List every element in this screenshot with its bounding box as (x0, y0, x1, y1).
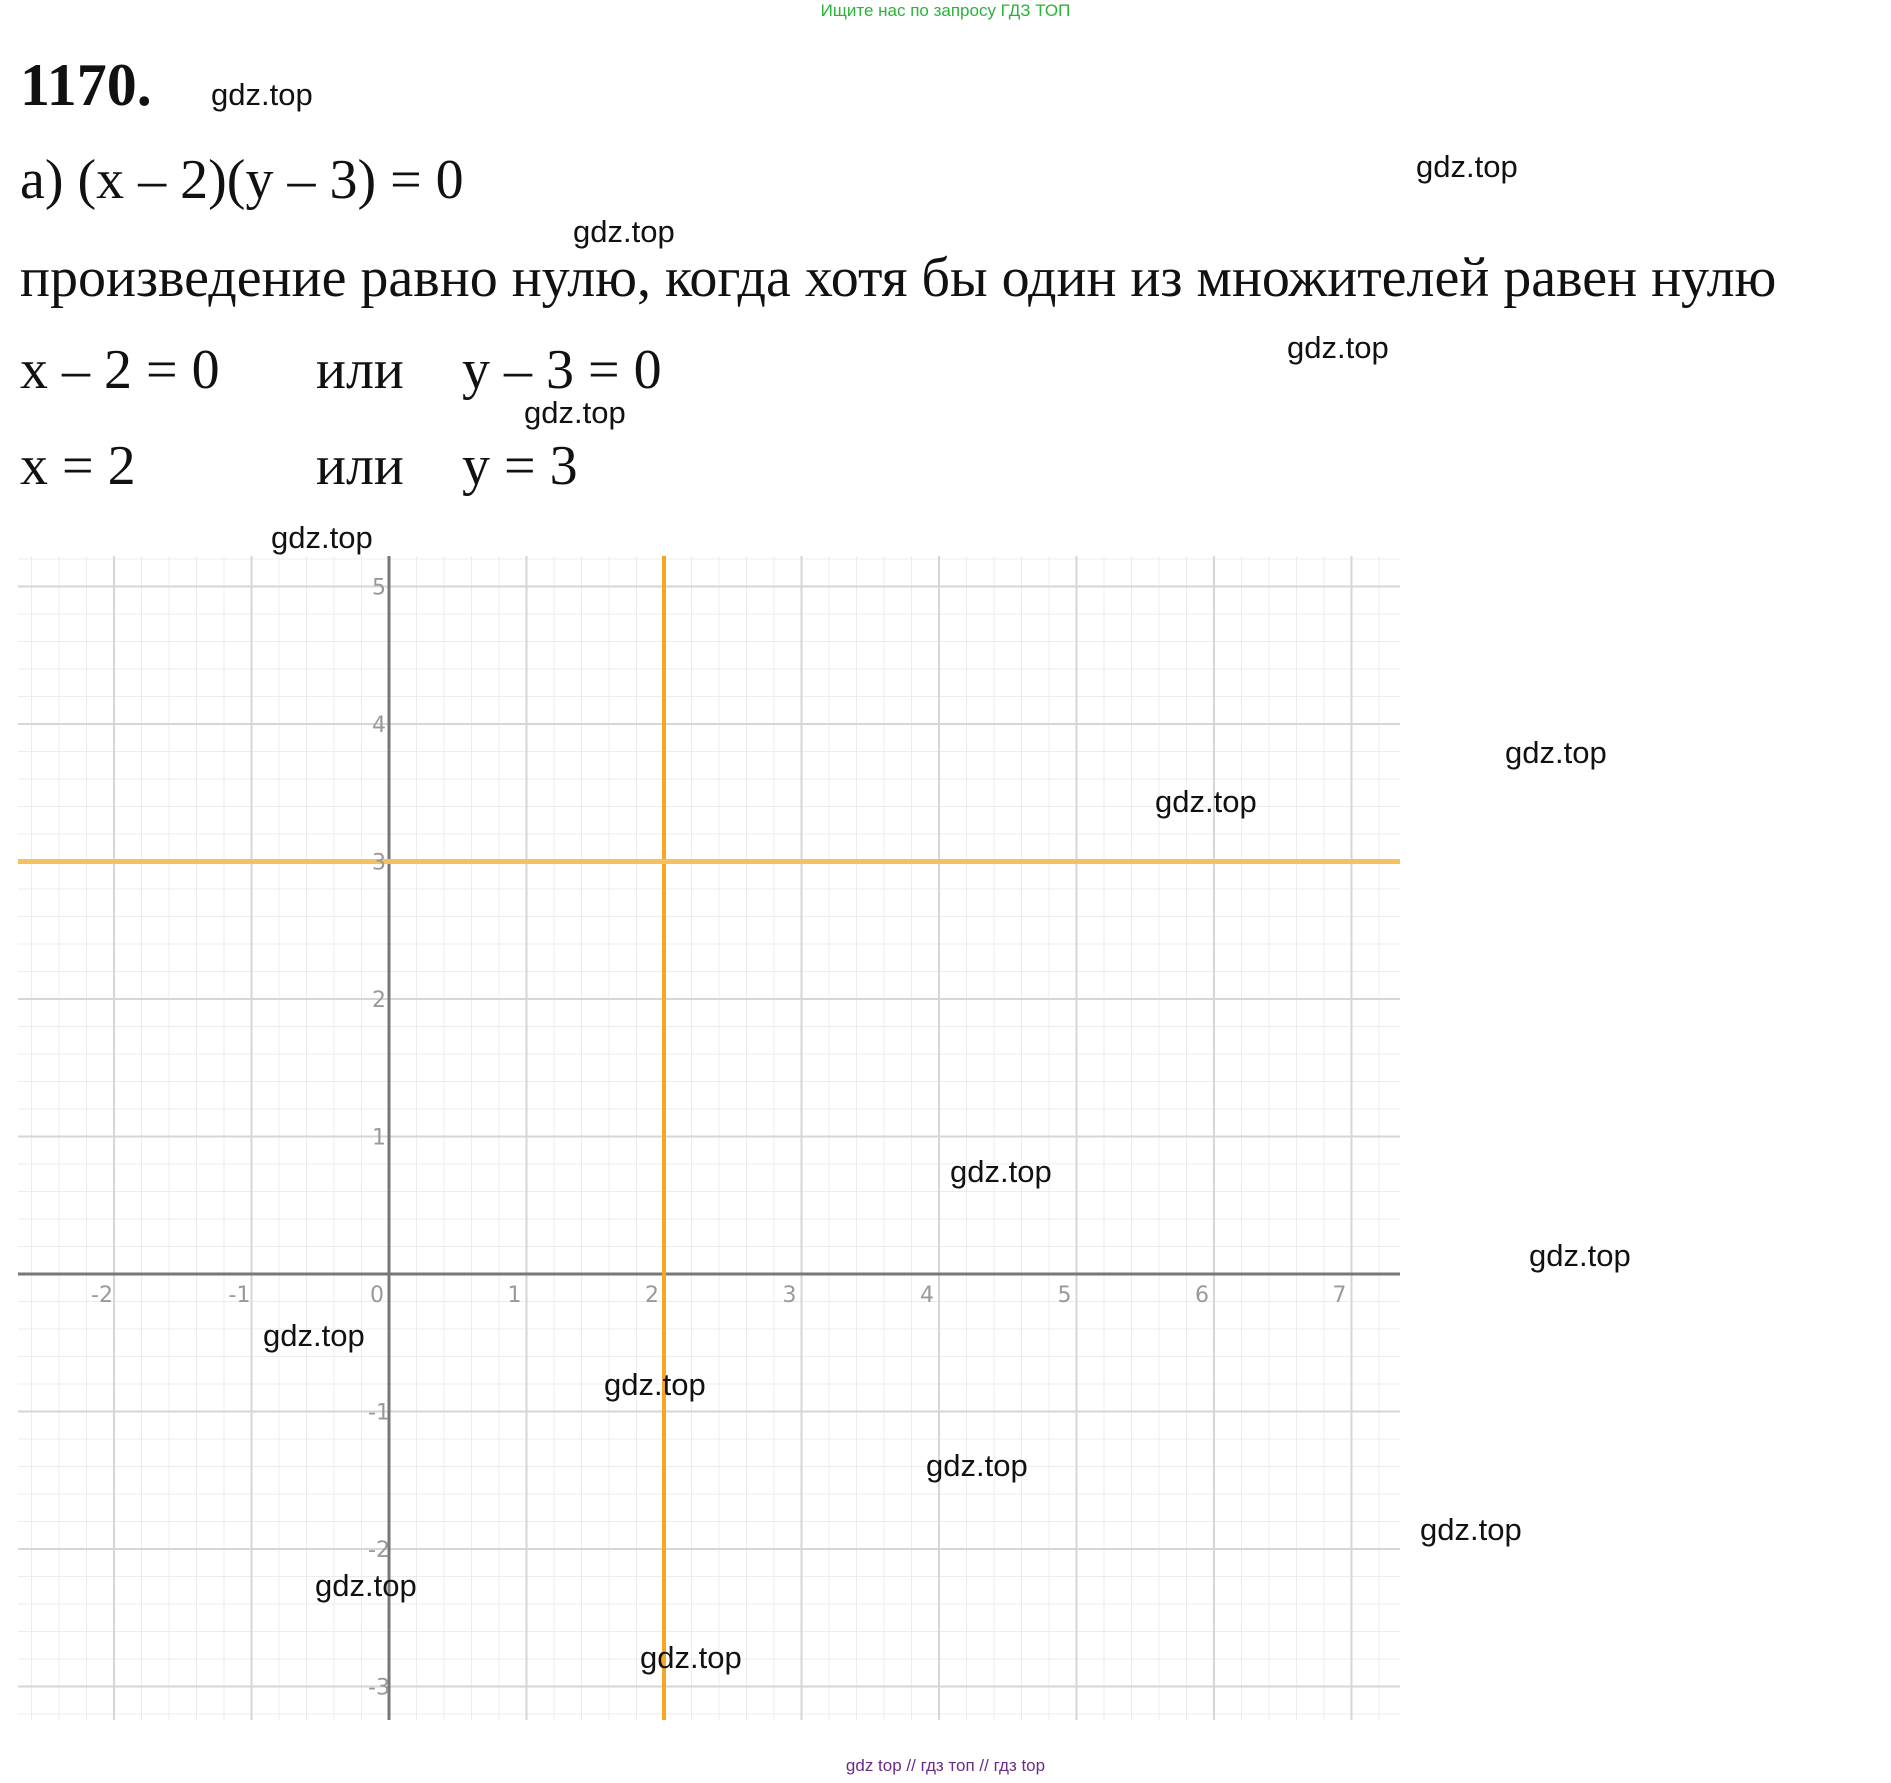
step-1-row (20, 338, 1020, 402)
step-2-row (20, 434, 1020, 498)
watermark: gdz.top (1505, 735, 1607, 770)
explanation-text: произведение равно нулю, когда хотя бы один из множителей равен нулю (20, 247, 1777, 309)
x-tick-label: 7 (1332, 1283, 1347, 1308)
y-tick-label: 3 (372, 850, 386, 876)
watermark: gdz.top (524, 395, 626, 430)
y-tick-label: 1 (372, 1125, 386, 1151)
y-tick-label: 4 (372, 713, 386, 738)
x-tick-label: -1 (228, 1283, 251, 1308)
watermark: gdz.top (271, 520, 373, 555)
y-tick-label: 2 (372, 988, 386, 1013)
y-tick-label: -1 (368, 1400, 390, 1426)
x-tick-label: -2 (91, 1283, 113, 1308)
watermark: gdz.top (1420, 1512, 1522, 1547)
axes (18, 556, 1400, 1720)
footer-links (0, 1755, 1891, 1777)
y-tick-label: -3 (368, 1675, 390, 1701)
y-tick-label: 5 (372, 575, 386, 601)
problem-equation: а) (x – 2)(y – 3) = 0 (20, 149, 464, 211)
coordinate-graph (18, 556, 1400, 1720)
x-tick-label: 1 (507, 1283, 522, 1308)
minor-grid (18, 556, 1400, 1720)
watermark: gdz.top (211, 77, 313, 112)
step-2-right: y = 3 (462, 435, 578, 497)
watermark: gdz.top (640, 1640, 742, 1675)
step-1-or: или (316, 339, 404, 401)
problem-number: 1170. (20, 52, 152, 118)
watermark: gdz.top (315, 1568, 417, 1603)
plot-lines (18, 556, 1400, 1720)
watermark: gdz.top (1287, 330, 1389, 365)
watermark: gdz.top (950, 1154, 1052, 1189)
search-banner (0, 0, 1891, 22)
footer-text: gdz top // гдз топ // гдз top (845, 1756, 1046, 1775)
watermark: gdz.top (263, 1318, 365, 1353)
x-tick-label: 3 (782, 1283, 797, 1308)
x-tick-label: 5 (1057, 1283, 1072, 1308)
major-grid (18, 556, 1400, 1720)
search-banner-text: Ищите нас по запросу ГДЗ ТОП (820, 1, 1071, 20)
x-tick-label: 2 (645, 1283, 659, 1308)
x-tick-label: 0 (370, 1283, 384, 1308)
watermark: gdz.top (926, 1448, 1028, 1483)
watermark: gdz.top (604, 1367, 706, 1402)
step-2-left: x = 2 (20, 435, 136, 497)
watermark: gdz.top (1416, 149, 1518, 184)
watermark: gdz.top (1529, 1238, 1631, 1273)
watermark: gdz.top (1155, 784, 1257, 819)
x-tick-label: 6 (1195, 1283, 1209, 1308)
y-tick-label: -2 (368, 1538, 390, 1563)
x-tick-label: 4 (920, 1283, 934, 1308)
watermark: gdz.top (573, 214, 675, 249)
step-1-right: y – 3 = 0 (462, 339, 662, 401)
step-2-or: или (316, 435, 404, 497)
step-1-left: x – 2 = 0 (20, 339, 220, 401)
